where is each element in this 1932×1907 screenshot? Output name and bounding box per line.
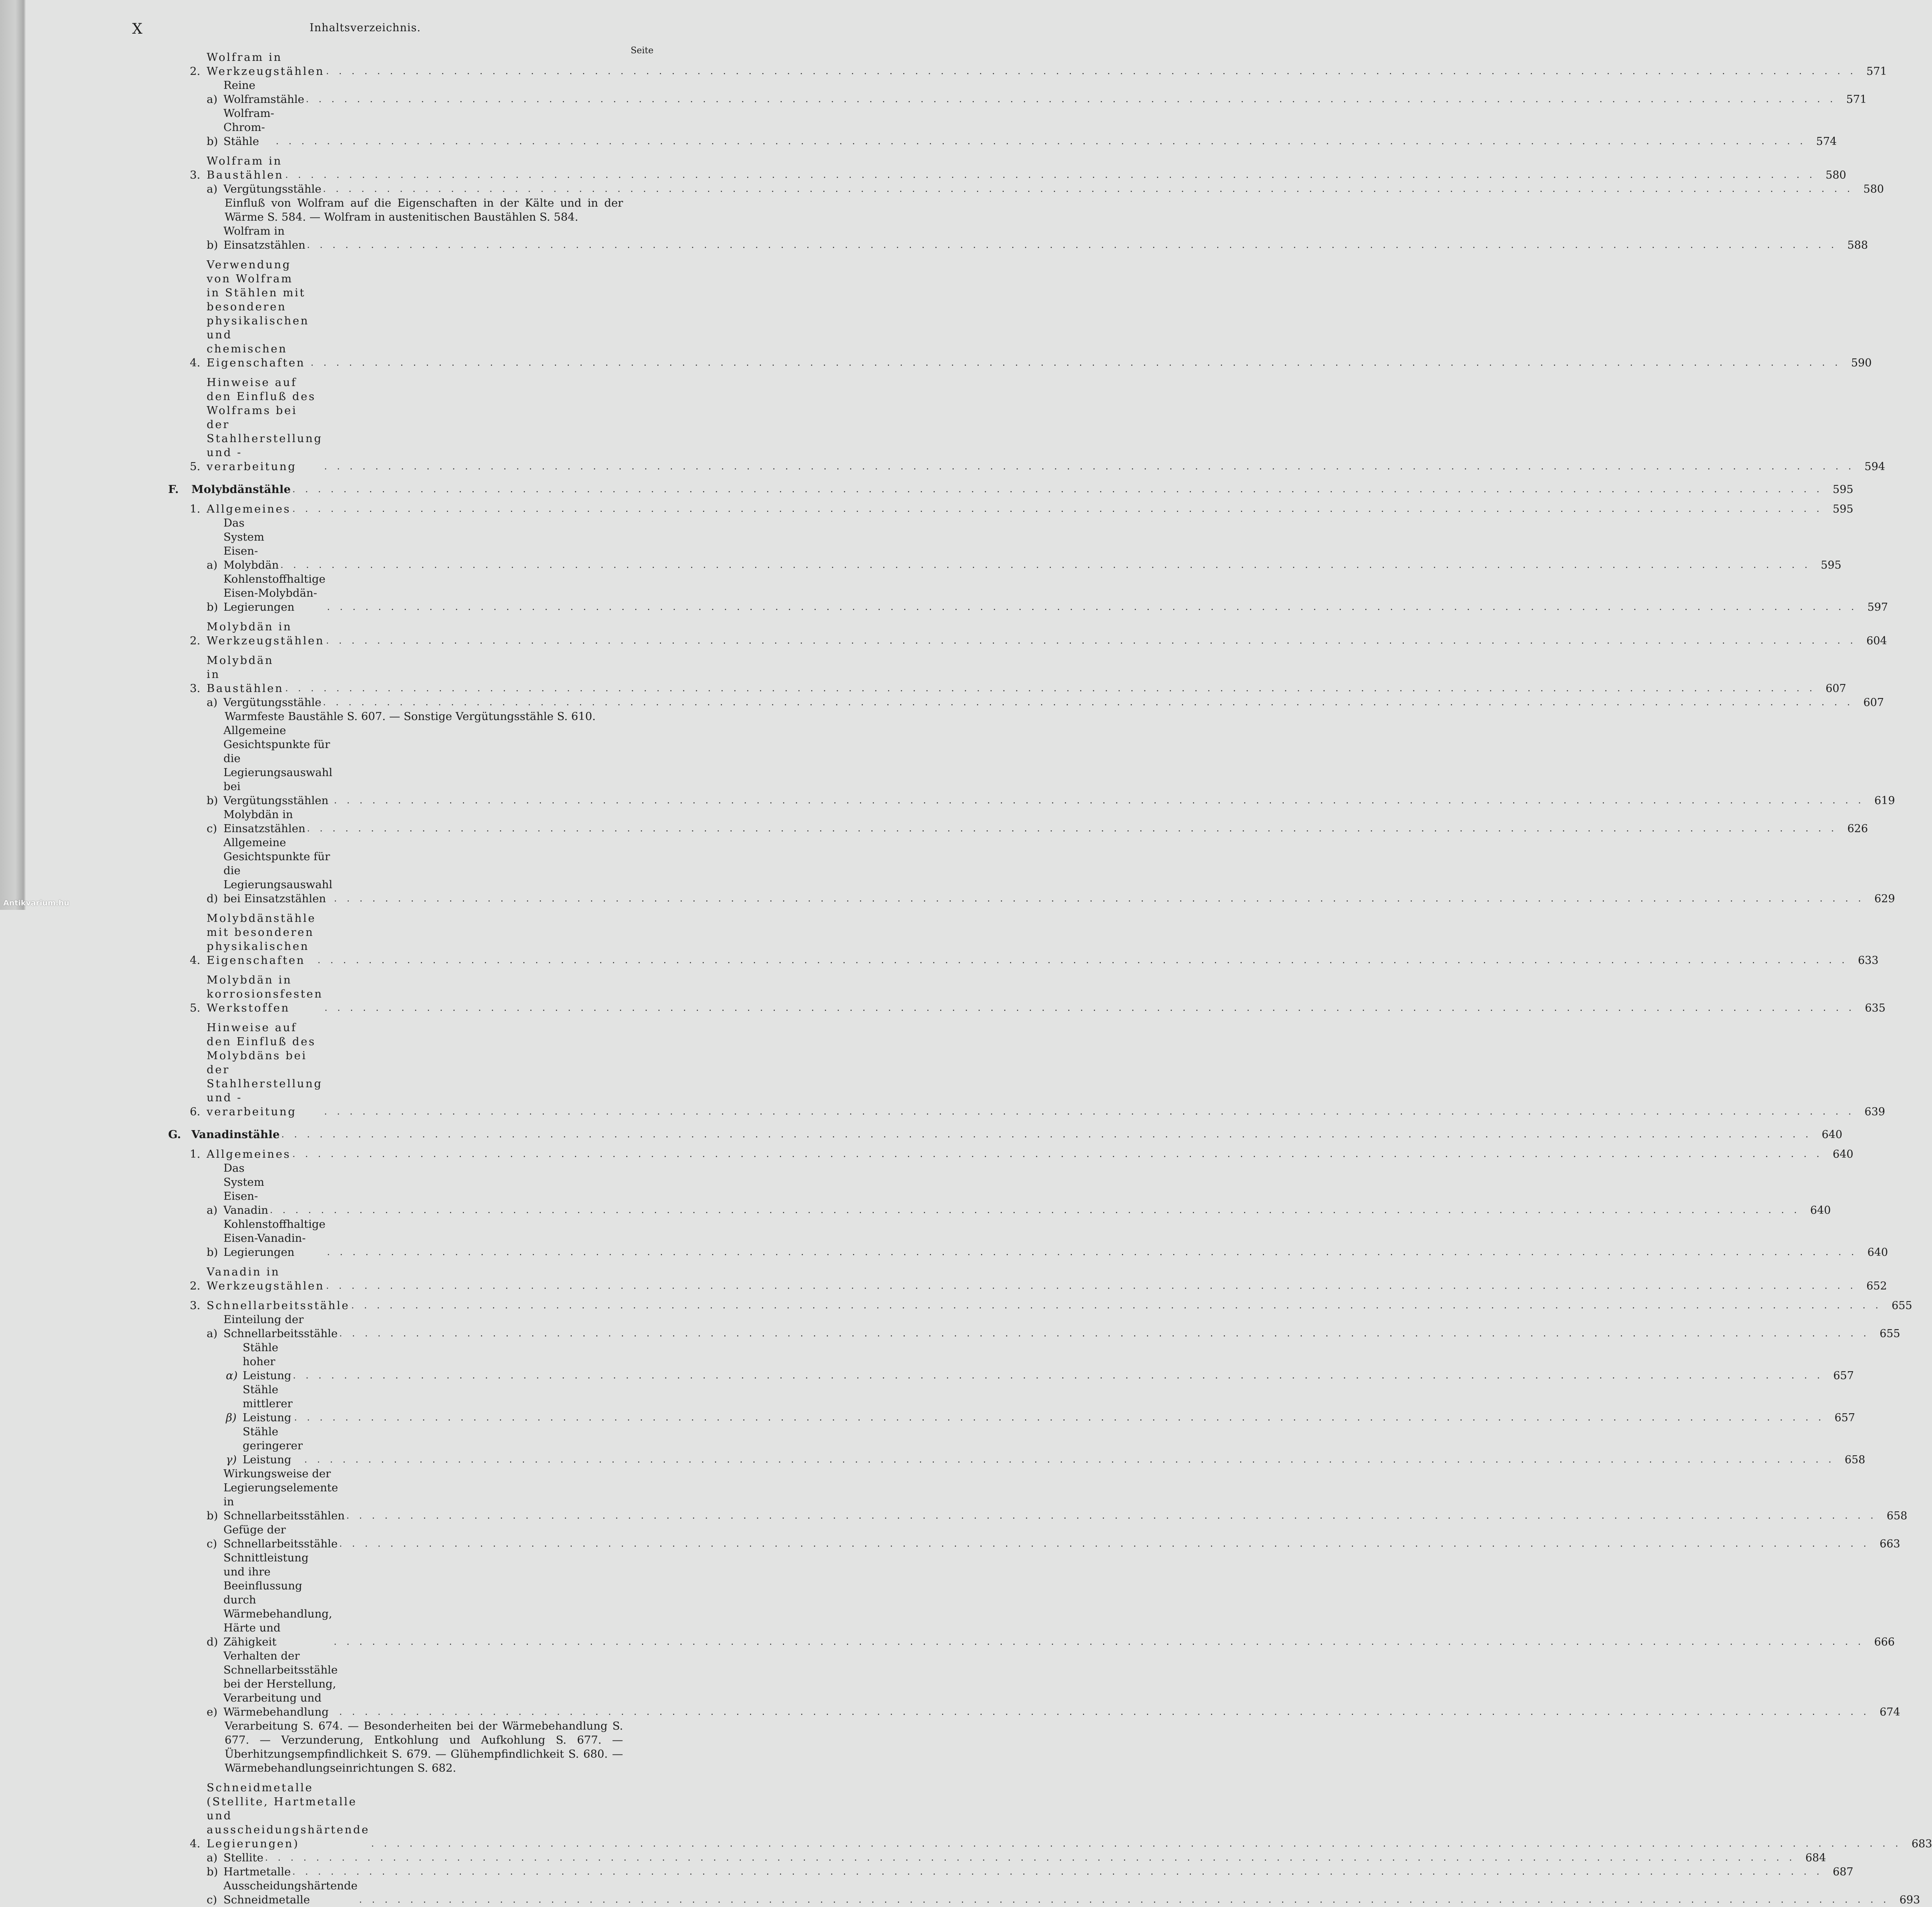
- toc-entry[interactable]: [168, 1299, 1912, 1313]
- table-of-contents: [168, 50, 1932, 1907]
- dot-leader: . . . . . . . . . . . . . . . . . . . . . . . . . . . . . . . . . . . . . . . . . . . . . . . . . . . . . . . . . . . . . . . . . . . . . . . . . . . . . . . . . . . . . . . . . . . . . . . . . . . . . . . . . . . . . . . . . . . . . . . .: [293, 1371, 1823, 1381]
- toc-entry-number: c): [207, 822, 217, 835]
- page-number: X: [132, 21, 143, 37]
- toc-entry-title: Molybdänstähle: [191, 483, 291, 496]
- dot-leader: . . . . . . . . . . . . . . . . . . . . . . . . . . . . . . . . . . . . . . . . . . . . . . . . . . . . . . . . . . . . . . . . . . . . . . . . . . . . . . . . . . . . . . . . . . . . . . . . . . . . . . . . . . . . . . . . . . . . . . . .: [307, 824, 1838, 834]
- toc-entry-number: 4.: [190, 356, 201, 369]
- toc-entry-page: 657: [1833, 1370, 1854, 1382]
- dot-leader: . . . . . . . . . . . . . . . . . . . . . . . . . . . . . . . . . . . . . . . . . . . . . . . . . . . . . . . . . . . . . . . . . . . . . . . . . . . . . . . . . . . . . . . . . . . . . . . . . . . . . . . . . . . . . . . . . . . . . . . .: [326, 636, 1857, 646]
- toc-entry-page: 658: [1844, 1454, 1866, 1466]
- spacer: [168, 474, 653, 483]
- dot-leader: . . . . . . . . . . . . . . . . . . . . . . . . . . . . . . . . . . . . . . . . . . . . . . . . . . . . . . . . . . . . . . . . . . . . . . . . . . . . . . . . . . . . . . . . . . . . . . . . . . . . . . . . . . . . . . . . . . . . . . . .: [280, 560, 1811, 570]
- dot-leader: . . . . . . . . . . . . . . . . . . . . . . . . . . . . . . . . . . . . . . . . . . . . . . . . . . . . . . . . . . . . . . . . . . . . . . . . . . . . . . . . . . . . . . . . . . . . . . . . . . . . . . . . . . . . . . . . . . . . . . . .: [292, 1867, 1823, 1877]
- toc-entry-number: c): [207, 1537, 217, 1550]
- toc-entry-page: 640: [1867, 1246, 1888, 1259]
- toc-entry[interactable]: [168, 572, 1888, 614]
- toc-entry[interactable]: [168, 1217, 1888, 1259]
- toc-entry-title: Allgemeines: [207, 1148, 291, 1161]
- toc-entry-title: Ausscheidungshärtende Schneidmetalle: [223, 1879, 358, 1906]
- dot-leader: . . . . . . . . . . . . . . . . . . . . . . . . . . . . . . . . . . . . . . . . . . . . . . . . . . . . . . . . . . . . . . . . . . . . . . . . . . . . . . . . . . . . . . . . . . . . . . . . . . . . . . . . . . . . . . . . . . . . . . . .: [292, 1149, 1823, 1159]
- dot-leader: . . . . . . . . . . . . . . . . . . . . . . . . . . . . . . . . . . . . . . . . . . . . . . . . . . . . . . . . . . . . . . . . . . . . . . . . . . . . . . . . . . . . . . . . . . . . . . . . . . . . . . . . . . . . . . . . . . . . . . . .: [265, 1853, 1796, 1863]
- toc-entry[interactable]: [168, 973, 1886, 1015]
- toc-entry-page: 595: [1821, 559, 1842, 571]
- dot-leader: . . . . . . . . . . . . . . . . . . . . . . . . . . . . . . . . . . . . . . . . . . . . . . . . . . . . . . . . . . . . . . . . . . . . . . . . . . . . . . . . . . . . . . . . . . . . . . . . . . . . . . . . . . . . . . . . . . . . . . . .: [318, 956, 1848, 966]
- toc-entry[interactable]: [168, 376, 1885, 474]
- toc-entry-title: Molybdän in korrosionsfesten Werkstoffen: [207, 974, 323, 1014]
- spacer: [168, 968, 653, 973]
- dot-leader: . . . . . . . . . . . . . . . . . . . . . . . . . . . . . . . . . . . . . . . . . . . . . . . . . . . . . . . . . . . . . . . . . . . . . . . . . . . . . . . . . . . . . . . . . . . . . . . . . . . . . . . . . . . . . . . . . . . . . . . .: [334, 1637, 1864, 1647]
- dot-leader: . . . . . . . . . . . . . . . . . . . . . . . . . . . . . . . . . . . . . . . . . . . . . . . . . . . . . . . . . . . . . . . . . . . . . . . . . . . . . . . . . . . . . . . . . . . . . . . . . . . . . . . . . . . . . . . . . . . . . . . .: [285, 684, 1816, 694]
- toc-entry-page: 663: [1880, 1538, 1900, 1550]
- toc-entry-number: e): [207, 1706, 218, 1718]
- toc-entry-number: β): [226, 1411, 237, 1424]
- toc-entry[interactable]: [168, 516, 1842, 572]
- spacer: [168, 1015, 653, 1021]
- toc-entry[interactable]: [168, 1128, 1843, 1142]
- toc-entry-number: 2.: [190, 65, 201, 78]
- toc-entry-title: Stähle geringerer Leistung: [243, 1425, 303, 1466]
- toc-entry[interactable]: [168, 696, 1884, 710]
- toc-entry-page: 639: [1864, 1106, 1885, 1118]
- dot-leader: . . . . . . . . . . . . . . . . . . . . . . . . . . . . . . . . . . . . . . . . . . . . . . . . . . . . . . . . . . . . . . . . . . . . . . . . . . . . . . . . . . . . . . . . . . . . . . . . . . . . . . . . . . . . . . . . . . . . . . . .: [351, 1301, 1882, 1311]
- toc-entry-title: Das System Eisen-Vanadin: [223, 1162, 268, 1217]
- dot-leader: . . . . . . . . . . . . . . . . . . . . . . . . . . . . . . . . . . . . . . . . . . . . . . . . . . . . . . . . . . . . . . . . . . . . . . . . . . . . . . . . . . . . . . . . . . . . . . . . . . . . . . . . . . . . . . . . . . . . . . . .: [294, 1413, 1825, 1423]
- toc-entry-number: 4.: [190, 1837, 201, 1850]
- toc-note: Einfluß von Wolfram auf die Eigenschaften in der Kälte und in der Wärme S. 584. — Wolfram in austenitischen Baustählen S. 584.: [225, 197, 623, 223]
- toc-entry-number: 2.: [190, 634, 201, 647]
- toc-entry[interactable]: [168, 1851, 1826, 1865]
- toc-entry[interactable]: [168, 1161, 1831, 1217]
- toc-entry-number: G.: [168, 1128, 181, 1141]
- toc-entry-title: Wolfram in Einsatzstählen: [223, 225, 306, 251]
- toc-entry-page: 626: [1847, 823, 1868, 835]
- toc-entry-title: Kohlenstoffhaltige Eisen-Molybdän-Legierungen: [223, 573, 326, 614]
- dot-leader: . . . . . . . . . . . . . . . . . . . . . . . . . . . . . . . . . . . . . . . . . . . . . . . . . . . . . . . . . . . . . . . . . . . . . . . . . . . . . . . . . . . . . . . . . . . . . . . . . . . . . . . . . . . . . . . . . . . . . . . .: [327, 602, 1858, 612]
- toc-entry-title: Vanadin in Werkzeugstählen: [207, 1265, 325, 1292]
- toc-entry-number: b): [207, 239, 218, 251]
- dot-leader: . . . . . . . . . . . . . . . . . . . . . . . . . . . . . . . . . . . . . . . . . . . . . . . . . . . . . . . . . . . . . . . . . . . . . . . . . . . . . . . . . . . . . . . . . . . . . . . . . . . . . . . . . . . . . . . . . . . . . . . .: [323, 698, 1854, 708]
- toc-entry-title: Verhalten der Schnellarbeitsstähle bei der Herstellung, Verarbeitung und Wärmebehandlung: [223, 1650, 338, 1718]
- toc-entry[interactable]: [168, 1313, 1900, 1341]
- toc-entry-title: Stähle hoher Leistung: [243, 1341, 292, 1382]
- dot-leader: . . . . . . . . . . . . . . . . . . . . . . . . . . . . . . . . . . . . . . . . . . . . . . . . . . . . . . . . . . . . . . . . . . . . . . . . . . . . . . . . . . . . . . . . . . . . . . . . . . . . . . . . . . . . . . . . . . . . . . . .: [359, 1895, 1890, 1905]
- toc-entry-page: 607: [1825, 682, 1846, 695]
- dot-leader: . . . . . . . . . . . . . . . . . . . . . . . . . . . . . . . . . . . . . . . . . . . . . . . . . . . . . . . . . . . . . . . . . . . . . . . . . . . . . . . . . . . . . . . . . . . . . . . . . . . . . . . . . . . . . . . . . . . . . . . .: [346, 1511, 1877, 1521]
- toc-entry-number: 3.: [190, 1299, 201, 1312]
- toc-entry-title: Verwendung von Wolfram in Stählen mit besonderen physikalischen und chemischen Eigenschaften: [207, 258, 310, 369]
- toc-entry-page: 666: [1874, 1636, 1895, 1648]
- spacer: [168, 149, 653, 154]
- book-spine-shadow: [0, 0, 26, 910]
- toc-entry-number: 1.: [190, 503, 201, 515]
- toc-entry-number: d): [207, 892, 218, 905]
- toc-entry-number: a): [207, 1851, 218, 1864]
- dot-leader: . . . . . . . . . . . . . . . . . . . . . . . . . . . . . . . . . . . . . . . . . . . . . . . . . . . . . . . . . . . . . . . . . . . . . . . . . . . . . . . . . . . . . . . . . . . . . . . . . . . . . . . . . . . . . . . . . . . . . . . .: [323, 184, 1854, 194]
- toc-entry-page: 674: [1880, 1706, 1900, 1718]
- toc-entry-page: 693: [1899, 1894, 1920, 1906]
- toc-entry-title: Molybdän in Einsatzstählen: [223, 808, 306, 835]
- toc-entry-number: b): [207, 1509, 218, 1522]
- watermark: Antikvarium.hu: [3, 899, 70, 907]
- toc-entry-number: b): [207, 1246, 218, 1259]
- spacer: [168, 1293, 653, 1299]
- toc-entry-number: a): [207, 696, 218, 709]
- toc-entry-number: 1.: [190, 1148, 201, 1161]
- toc-entry-page: 619: [1874, 795, 1895, 807]
- dot-leader: . . . . . . . . . . . . . . . . . . . . . . . . . . . . . . . . . . . . . . . . . . . . . . . . . . . . . . . . . . . . . . . . . . . . . . . . . . . . . . . . . . . . . . . . . . . . . . . . . . . . . . . . . . . . . . . . . . . . . . . .: [326, 1281, 1857, 1291]
- toc-entry-page: 580: [1825, 169, 1846, 181]
- toc-entry[interactable]: [168, 1865, 1854, 1879]
- toc-entry-title: Schnittleistung und ihre Beeinflussung durch Wärmebehandlung, Härte und Zähigkeit: [223, 1551, 332, 1648]
- toc-entry[interactable]: [168, 1649, 1900, 1719]
- toc-entry-page: 574: [1816, 135, 1837, 148]
- dot-leader: . . . . . . . . . . . . . . . . . . . . . . . . . . . . . . . . . . . . . . . . . . . . . . . . . . . . . . . . . . . . . . . . . . . . . . . . . . . . . . . . . . . . . . . . . . . . . . . . . . . . . . . . . . . . . . . . . . . . . . . .: [339, 1539, 1870, 1549]
- toc-entry-page: 635: [1865, 1002, 1886, 1014]
- dot-leader: . . . . . . . . . . . . . . . . . . . . . . . . . . . . . . . . . . . . . . . . . . . . . . . . . . . . . . . . . . . . . . . . . . . . . . . . . . . . . . . . . . . . . . . . . . . . . . . . . . . . . . . . . . . . . . . . . . . . . . . .: [275, 137, 1807, 147]
- toc-entry-number: b): [207, 794, 218, 807]
- toc-entry-number: 5.: [190, 460, 201, 473]
- toc-entry[interactable]: [168, 483, 1854, 497]
- dot-leader: . . . . . . . . . . . . . . . . . . . . . . . . . . . . . . . . . . . . . . . . . . . . . . . . . . . . . . . . . . . . . . . . . . . . . . . . . . . . . . . . . . . . . . . . . . . . . . . . . . . . . . . . . . . . . . . . . . . . . . . .: [326, 66, 1857, 76]
- toc-entry[interactable]: [168, 911, 1879, 968]
- toc-entry-page: 687: [1833, 1866, 1854, 1878]
- toc-entry-title: Molybdänstähle mit besonderen physikalischen Eigenschaften: [207, 912, 316, 967]
- toc-entry-title: Allgemeine Gesichtspunkte für die Legierungsauswahl bei Einsatzstählen: [223, 836, 333, 905]
- toc-entry[interactable]: [168, 1021, 1885, 1119]
- toc-entry-page: 595: [1833, 503, 1854, 515]
- toc-entry-number: a): [207, 559, 218, 571]
- toc-entry-title: Allgemeines: [207, 503, 291, 515]
- toc-entry-number: 3.: [190, 169, 201, 181]
- toc-entry[interactable]: [168, 1523, 1900, 1551]
- toc-entry-title: Hartmetalle: [223, 1865, 291, 1878]
- dot-leader: . . . . . . . . . . . . . . . . . . . . . . . . . . . . . . . . . . . . . . . . . . . . . . . . . . . . . . . . . . . . . . . . . . . . . . . . . . . . . . . . . . . . . . . . . . . . . . . . . . . . . . . . . . . . . . . . . . . . . . . .: [281, 1130, 1812, 1140]
- spacer: [168, 906, 653, 911]
- toc-entry-page: 571: [1846, 93, 1867, 106]
- toc-entry[interactable]: [168, 1781, 1932, 1851]
- toc-entry-page: 684: [1805, 1852, 1826, 1864]
- toc-entry-number: b): [207, 135, 218, 148]
- toc-entry[interactable]: [168, 154, 1846, 182]
- toc-note: Warmfeste Baustähle S. 607. — Sonstige Vergütungsstähle S. 610.: [225, 710, 596, 723]
- dot-leader: . . . . . . . . . . . . . . . . . . . . . . . . . . . . . . . . . . . . . . . . . . . . . . . . . . . . . . . . . . . . . . . . . . . . . . . . . . . . . . . . . . . . . . . . . . . . . . . . . . . . . . . . . . . . . . . . . . . . . . . .: [339, 1707, 1870, 1717]
- toc-entry-title: Wirkungsweise der Legierungselemente in Schnellarbeitsstählen: [223, 1467, 345, 1522]
- toc-entry-number: 6.: [190, 1105, 201, 1118]
- spacer: [168, 252, 653, 258]
- dot-leader: . . . . . . . . . . . . . . . . . . . . . . . . . . . . . . . . . . . . . . . . . . . . . . . . . . . . . . . . . . . . . . . . . . . . . . . . . . . . . . . . . . . . . . . . . . . . . . . . . . . . . . . . . . . . . . . . . . . . . . . .: [285, 170, 1816, 180]
- toc-entry-page: 607: [1863, 696, 1884, 709]
- dot-leader: . . . . . . . . . . . . . . . . . . . . . . . . . . . . . . . . . . . . . . . . . . . . . . . . . . . . . . . . . . . . . . . . . . . . . . . . . . . . . . . . . . . . . . . . . . . . . . . . . . . . . . . . . . . . . . . . . . . . . . . .: [334, 796, 1865, 806]
- toc-entry-title: Schneidmetalle (Stellite, Hartmetalle und ausscheidungshärtende Legierungen): [207, 1781, 370, 1850]
- toc-note: Verarbeitung S. 674. — Besonderheiten bei der Wärmebehandlung S. 677. — Verzunderung, Entkohlung und Aufkohlung S. 677. — Überhitzungsempfindlichkeit S. 679. — Glühempfindlichkeit S. 680. — Wärmebehandlungseinrichtungen S. 682.: [225, 1720, 623, 1774]
- toc-entry-number: a): [207, 93, 218, 106]
- toc-entry-title: Kohlenstoffhaltige Eisen-Vanadin-Legierungen: [223, 1218, 326, 1259]
- dot-leader: . . . . . . . . . . . . . . . . . . . . . . . . . . . . . . . . . . . . . . . . . . . . . . . . . . . . . . . . . . . . . . . . . . . . . . . . . . . . . . . . . . . . . . . . . . . . . . . . . . . . . . . . . . . . . . . . . . . . . . . .: [304, 1455, 1835, 1465]
- toc-entry-page: 595: [1833, 483, 1854, 496]
- toc-entry-title: Hinweise auf den Einfluß des Molybdäns bei der Stahlherstellung und -verarbeitung: [207, 1021, 323, 1118]
- seite-column-label: Seite: [631, 46, 653, 56]
- dot-leader: . . . . . . . . . . . . . . . . . . . . . . . . . . . . . . . . . . . . . . . . . . . . . . . . . . . . . . . . . . . . . . . . . . . . . . . . . . . . . . . . . . . . . . . . . . . . . . . . . . . . . . . . . . . . . . . . . . . . . . . .: [324, 1107, 1855, 1117]
- toc-entry[interactable]: [168, 836, 1895, 906]
- toc-entry-title: Vergütungsstähle: [223, 696, 322, 709]
- toc-entry-title: Stähle mittlerer Leistung: [243, 1383, 293, 1424]
- toc-entry-page: 683: [1911, 1838, 1932, 1850]
- toc-entry-title: Stellite: [223, 1851, 263, 1864]
- toc-entry[interactable]: [168, 1551, 1895, 1649]
- spacer: [168, 1142, 653, 1147]
- toc-entry-number: b): [207, 1865, 218, 1878]
- toc-entry-title: Allgemeine Gesichtspunkte für die Legierungsauswahl bei Vergütungsstählen: [223, 724, 333, 807]
- toc-entry[interactable]: [168, 502, 1854, 516]
- toc-entry[interactable]: [168, 1425, 1866, 1467]
- dot-leader: . . . . . . . . . . . . . . . . . . . . . . . . . . . . . . . . . . . . . . . . . . . . . . . . . . . . . . . . . . . . . . . . . . . . . . . . . . . . . . . . . . . . . . . . . . . . . . . . . . . . . . . . . . . . . . . . . . . . . . . .: [292, 485, 1823, 495]
- toc-entry-page: 604: [1866, 635, 1887, 647]
- toc-entry[interactable]: [168, 78, 1867, 107]
- spacer: [168, 648, 653, 654]
- toc-entry-title: Vergütungsstähle: [223, 183, 322, 195]
- toc-entry-title: Das System Eisen-Molybdän: [223, 517, 279, 571]
- running-head: Inhaltsverzeichnis.: [310, 22, 421, 34]
- toc-entry-page: 640: [1821, 1129, 1843, 1141]
- dot-leader: . . . . . . . . . . . . . . . . . . . . . . . . . . . . . . . . . . . . . . . . . . . . . . . . . . . . . . . . . . . . . . . . . . . . . . . . . . . . . . . . . . . . . . . . . . . . . . . . . . . . . . . . . . . . . . . . . . . . . . . .: [292, 504, 1823, 514]
- toc-entry[interactable]: [168, 620, 1887, 648]
- toc-entry-title: Molybdän in Baustählen: [207, 654, 284, 695]
- dot-leader: . . . . . . . . . . . . . . . . . . . . . . . . . . . . . . . . . . . . . . . . . . . . . . . . . . . . . . . . . . . . . . . . . . . . . . . . . . . . . . . . . . . . . . . . . . . . . . . . . . . . . . . . . . . . . . . . . . . . . . . .: [371, 1839, 1902, 1849]
- toc-entry-number: b): [207, 601, 218, 614]
- dot-leader: . . . . . . . . . . . . . . . . . . . . . . . . . . . . . . . . . . . . . . . . . . . . . . . . . . . . . . . . . . . . . . . . . . . . . . . . . . . . . . . . . . . . . . . . . . . . . . . . . . . . . . . . . . . . . . . . . . . . . . . .: [269, 1205, 1801, 1215]
- toc-entry-title: Wolfram in Baustählen: [207, 155, 284, 181]
- toc-entry[interactable]: [168, 808, 1868, 836]
- toc-entry[interactable]: [168, 258, 1872, 370]
- dot-leader: . . . . . . . . . . . . . . . . . . . . . . . . . . . . . . . . . . . . . . . . . . . . . . . . . . . . . . . . . . . . . . . . . . . . . . . . . . . . . . . . . . . . . . . . . . . . . . . . . . . . . . . . . . . . . . . . . . . . . . . .: [324, 1003, 1855, 1013]
- toc-entry[interactable]: [168, 182, 1884, 196]
- dot-leader: . . . . . . . . . . . . . . . . . . . . . . . . . . . . . . . . . . . . . . . . . . . . . . . . . . . . . . . . . . . . . . . . . . . . . . . . . . . . . . . . . . . . . . . . . . . . . . . . . . . . . . . . . . . . . . . . . . . . . . . .: [307, 240, 1838, 250]
- spacer: [168, 370, 653, 376]
- toc-entry-number: 5.: [190, 1002, 201, 1014]
- toc-entry-page: 590: [1851, 357, 1872, 369]
- toc-entry-number: d): [207, 1635, 218, 1648]
- toc-entry-title: Schnellarbeitsstähle: [207, 1299, 350, 1312]
- toc-entry[interactable]: [168, 724, 1895, 808]
- toc-entry-title: Gefüge der Schnellarbeitsstähle: [223, 1523, 338, 1550]
- toc-entry-page: 640: [1810, 1204, 1831, 1217]
- dot-leader: . . . . . . . . . . . . . . . . . . . . . . . . . . . . . . . . . . . . . . . . . . . . . . . . . . . . . . . . . . . . . . . . . . . . . . . . . . . . . . . . . . . . . . . . . . . . . . . . . . . . . . . . . . . . . . . . . . . . . . . .: [334, 894, 1865, 904]
- toc-entry-number: α): [226, 1369, 238, 1382]
- dot-leader: . . . . . . . . . . . . . . . . . . . . . . . . . . . . . . . . . . . . . . . . . . . . . . . . . . . . . . . . . . . . . . . . . . . . . . . . . . . . . . . . . . . . . . . . . . . . . . . . . . . . . . . . . . . . . . . . . . . . . . . .: [339, 1329, 1870, 1339]
- toc-entry-title: Molybdän in Werkzeugstählen: [207, 620, 325, 647]
- dot-leader: . . . . . . . . . . . . . . . . . . . . . . . . . . . . . . . . . . . . . . . . . . . . . . . . . . . . . . . . . . . . . . . . . . . . . . . . . . . . . . . . . . . . . . . . . . . . . . . . . . . . . . . . . . . . . . . . . . . . . . . .: [306, 95, 1837, 105]
- toc-entry[interactable]: [168, 1879, 1920, 1907]
- toc-entry[interactable]: [168, 224, 1868, 252]
- toc-entry-number: F.: [168, 483, 179, 496]
- toc-entry-page: 640: [1833, 1148, 1854, 1161]
- toc-entry[interactable]: [168, 1383, 1855, 1425]
- spacer: [168, 614, 653, 620]
- toc-entry[interactable]: [168, 1467, 1908, 1523]
- toc-entry[interactable]: [168, 1341, 1854, 1383]
- toc-entry-number: a): [207, 183, 218, 195]
- toc-entry-number: 2.: [190, 1279, 201, 1292]
- toc-entry-page: 655: [1892, 1299, 1912, 1312]
- toc-entry-title: Wolfram in Werkzeugstählen: [207, 51, 325, 78]
- toc-entry[interactable]: [168, 50, 1887, 78]
- toc-entry-number: a): [207, 1204, 218, 1217]
- toc-entry-page: 658: [1886, 1510, 1908, 1522]
- toc-entry-number: c): [207, 1893, 217, 1906]
- toc-entry-page: 597: [1867, 601, 1888, 614]
- spacer: [168, 497, 653, 502]
- toc-entry-page: 633: [1858, 954, 1879, 967]
- toc-entry-page: 657: [1834, 1412, 1855, 1424]
- dot-leader: . . . . . . . . . . . . . . . . . . . . . . . . . . . . . . . . . . . . . . . . . . . . . . . . . . . . . . . . . . . . . . . . . . . . . . . . . . . . . . . . . . . . . . . . . . . . . . . . . . . . . . . . . . . . . . . . . . . . . . . .: [327, 1247, 1858, 1257]
- toc-entry-page: 652: [1866, 1280, 1887, 1292]
- toc-entry-page: 594: [1864, 461, 1885, 473]
- toc-entry-title: Einteilung der Schnellarbeitsstähle: [223, 1313, 338, 1340]
- toc-entry-page: 655: [1880, 1328, 1900, 1340]
- dot-leader: . . . . . . . . . . . . . . . . . . . . . . . . . . . . . . . . . . . . . . . . . . . . . . . . . . . . . . . . . . . . . . . . . . . . . . . . . . . . . . . . . . . . . . . . . . . . . . . . . . . . . . . . . . . . . . . . . . . . . . . .: [324, 462, 1855, 472]
- toc-entry-number: a): [207, 1327, 218, 1340]
- dot-leader: . . . . . . . . . . . . . . . . . . . . . . . . . . . . . . . . . . . . . . . . . . . . . . . . . . . . . . . . . . . . . . . . . . . . . . . . . . . . . . . . . . . . . . . . . . . . . . . . . . . . . . . . . . . . . . . . . . . . . . . .: [311, 358, 1842, 368]
- toc-entry-title: Hinweise auf den Einfluß des Wolframs bei der Stahlherstellung und -verarbeitung: [207, 376, 323, 473]
- toc-entry[interactable]: [168, 107, 1837, 149]
- toc-entry-title: Wolfram-Chrom-Stähle: [223, 107, 274, 148]
- toc-entry-page: 629: [1874, 893, 1895, 905]
- toc-entry-title: Reine Wolframstähle: [223, 79, 304, 106]
- toc-entry-number: 3.: [190, 682, 201, 695]
- toc-entry[interactable]: [168, 1147, 1854, 1161]
- toc-entry-number: 4.: [190, 954, 201, 967]
- toc-entry-page: 580: [1863, 183, 1884, 195]
- toc-entry-number: γ): [226, 1453, 237, 1466]
- toc-entry-title: Vanadinstähle: [191, 1128, 280, 1141]
- toc-entry[interactable]: [168, 654, 1846, 696]
- spacer: [168, 1119, 653, 1128]
- toc-entry-page: 588: [1847, 239, 1868, 251]
- toc-entry[interactable]: [168, 1265, 1887, 1293]
- spacer: [168, 1259, 653, 1265]
- spacer: [168, 1775, 653, 1781]
- toc-entry-page: 571: [1866, 65, 1887, 78]
